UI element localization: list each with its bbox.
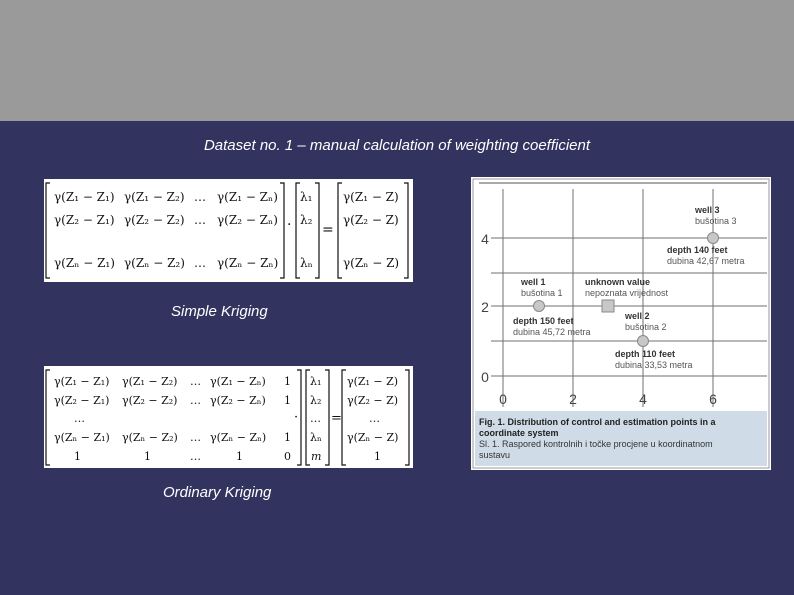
sk-cell-1-2: … — [194, 213, 206, 227]
figure-caption-en-line2: coordinate system — [479, 428, 559, 438]
ordinary-kriging-caption: Ordinary Kriging — [163, 484, 272, 501]
well-3-alt-depth: dubina 42,67 metra — [667, 256, 745, 266]
ok-cell-3-2: … — [190, 431, 201, 444]
x-tick-6: 6 — [709, 391, 717, 407]
sk-equals: = — [322, 222, 334, 238]
ok-weight-n: λₙ — [310, 431, 322, 444]
well-2-alt: bušotina 2 — [625, 322, 667, 332]
ok-cell-1-1: γ(Z₂ − Z₂) — [122, 394, 178, 407]
ok-cell-3-4: 1 — [284, 431, 291, 444]
slide-title: Dataset no. 1 – manual calculation of weighting coefficient — [203, 137, 591, 154]
sk-weight-1: λ₁ — [300, 190, 313, 204]
well-1-label: well 1 — [521, 277, 546, 287]
ok-cell-1-0: γ(Z₂ − Z₁) — [54, 394, 110, 407]
y-tick-0: 0 — [481, 369, 489, 385]
well-2-marker — [638, 336, 649, 347]
ok-cell-4-0: 1 — [74, 450, 81, 463]
well-3-label: well 3 — [695, 205, 720, 215]
ok-equals: = — [331, 411, 342, 426]
ok-cell-0-3: γ(Z₁ − Zₙ) — [210, 375, 266, 388]
y-tick-4: 4 — [481, 231, 489, 247]
x-tick-4: 4 — [639, 391, 647, 407]
well-1-depth: depth 150 feet — [513, 316, 574, 326]
x-tick-0: 0 — [499, 391, 507, 407]
ok-rhs-n: γ(Zₙ − Z) — [347, 431, 399, 444]
ok-dot: · — [294, 410, 299, 425]
ok-cell-0-0: γ(Z₁ − Z₁) — [54, 375, 110, 388]
ok-cell-2-0: … — [74, 412, 85, 425]
unknown-point-marker — [602, 300, 614, 312]
header-band — [0, 0, 794, 121]
ok-weight-dots: … — [310, 412, 321, 425]
simple-kriging-caption: Simple Kriging — [171, 303, 268, 320]
unknown-alt: nepoznata vrijednost — [585, 288, 669, 298]
ok-cell-0-4: 1 — [284, 375, 291, 388]
well-1-alt: bušotina 1 — [521, 288, 563, 298]
coordinate-figure — [471, 177, 771, 470]
sk-cell-2-3: γ(Zₙ − Zₙ) — [217, 256, 279, 270]
well-2-label: well 2 — [625, 311, 650, 321]
figure-caption-hr-line2: sustavu — [479, 450, 511, 460]
y-tick-2: 2 — [481, 299, 489, 315]
ok-cell-4-1: 1 — [144, 450, 151, 463]
well-1-marker — [534, 301, 545, 312]
ok-cell-0-1: γ(Z₁ − Z₂) — [122, 375, 178, 388]
sk-cell-1-3: γ(Z₂ − Zₙ) — [217, 213, 278, 227]
sk-cell-0-1: γ(Z₁ − Z₂) — [124, 190, 185, 204]
ok-weight-2: λ₂ — [310, 394, 322, 407]
ok-rhs-one: 1 — [374, 450, 381, 463]
ordinary-kriging-matrix — [44, 366, 413, 468]
simple-kriging-equation — [44, 179, 413, 282]
ok-cell-1-2: … — [190, 394, 201, 407]
ok-cell-3-0: γ(Zₙ − Z₁) — [54, 431, 110, 444]
well-3-depth: depth 140 feet — [667, 245, 728, 255]
well-2-alt-depth: dubina 33,53 metra — [615, 360, 693, 370]
ok-cell-4-4: 0 — [284, 450, 291, 463]
coordinate-plot — [471, 177, 771, 470]
ok-cell-3-1: γ(Zₙ − Z₂) — [122, 431, 178, 444]
well-3-alt: bušotina 3 — [695, 216, 737, 226]
well-3-marker — [708, 233, 719, 244]
well-2-depth: depth 110 feet — [615, 349, 676, 359]
x-tick-2: 2 — [569, 391, 577, 407]
figure-caption-hr: Sl. 1. Raspored kontrolnih i točke procjene u koordinatnom — [479, 439, 713, 449]
ok-rhs-2: γ(Z₂ − Z) — [347, 394, 399, 407]
sk-cell-2-1: γ(Zₙ − Z₂) — [124, 256, 185, 270]
sk-cell-1-0: γ(Z₂ − Z₁) — [54, 213, 115, 227]
well-1-alt-depth: dubina 45,72 metra — [513, 327, 591, 337]
figure-caption-en: Fig. 1. Distribution of control and estimation points in a — [479, 417, 716, 427]
ok-rhs-1: γ(Z₁ − Z) — [347, 375, 399, 388]
ok-weight-1: λ₁ — [310, 375, 322, 388]
ok-cell-4-2: … — [190, 450, 201, 463]
sk-cell-2-2: … — [194, 256, 206, 270]
ok-cell-4-3: 1 — [236, 450, 243, 463]
ok-rhs-dots: … — [369, 412, 380, 425]
sk-weight-n: λₙ — [300, 256, 313, 270]
ordinary-kriging-equation — [44, 366, 413, 468]
unknown-label: unknown value — [585, 277, 651, 287]
ok-cell-3-3: γ(Zₙ − Zₙ) — [210, 431, 267, 444]
sk-cell-0-0: γ(Z₁ − Z₁) — [54, 190, 115, 204]
sk-cell-0-2: … — [194, 190, 206, 204]
ok-cell-0-2: … — [190, 375, 201, 388]
sk-dot: · — [287, 217, 292, 233]
sk-rhs-n: γ(Zₙ − Z) — [343, 256, 400, 270]
sk-rhs-2: γ(Z₂ − Z) — [343, 213, 399, 227]
sk-cell-0-3: γ(Z₁ − Zₙ) — [217, 190, 278, 204]
simple-kriging-matrix — [44, 179, 413, 282]
ok-cell-1-4: 1 — [284, 394, 291, 407]
ok-cell-1-3: γ(Z₂ − Zₙ) — [210, 394, 266, 407]
sk-cell-2-0: γ(Zₙ − Z₁) — [54, 256, 115, 270]
ok-weight-m: m — [311, 450, 322, 463]
sk-cell-1-1: γ(Z₂ − Z₂) — [124, 213, 185, 227]
sk-rhs-1: γ(Z₁ − Z) — [343, 190, 399, 204]
sk-weight-2: λ₂ — [300, 213, 313, 227]
